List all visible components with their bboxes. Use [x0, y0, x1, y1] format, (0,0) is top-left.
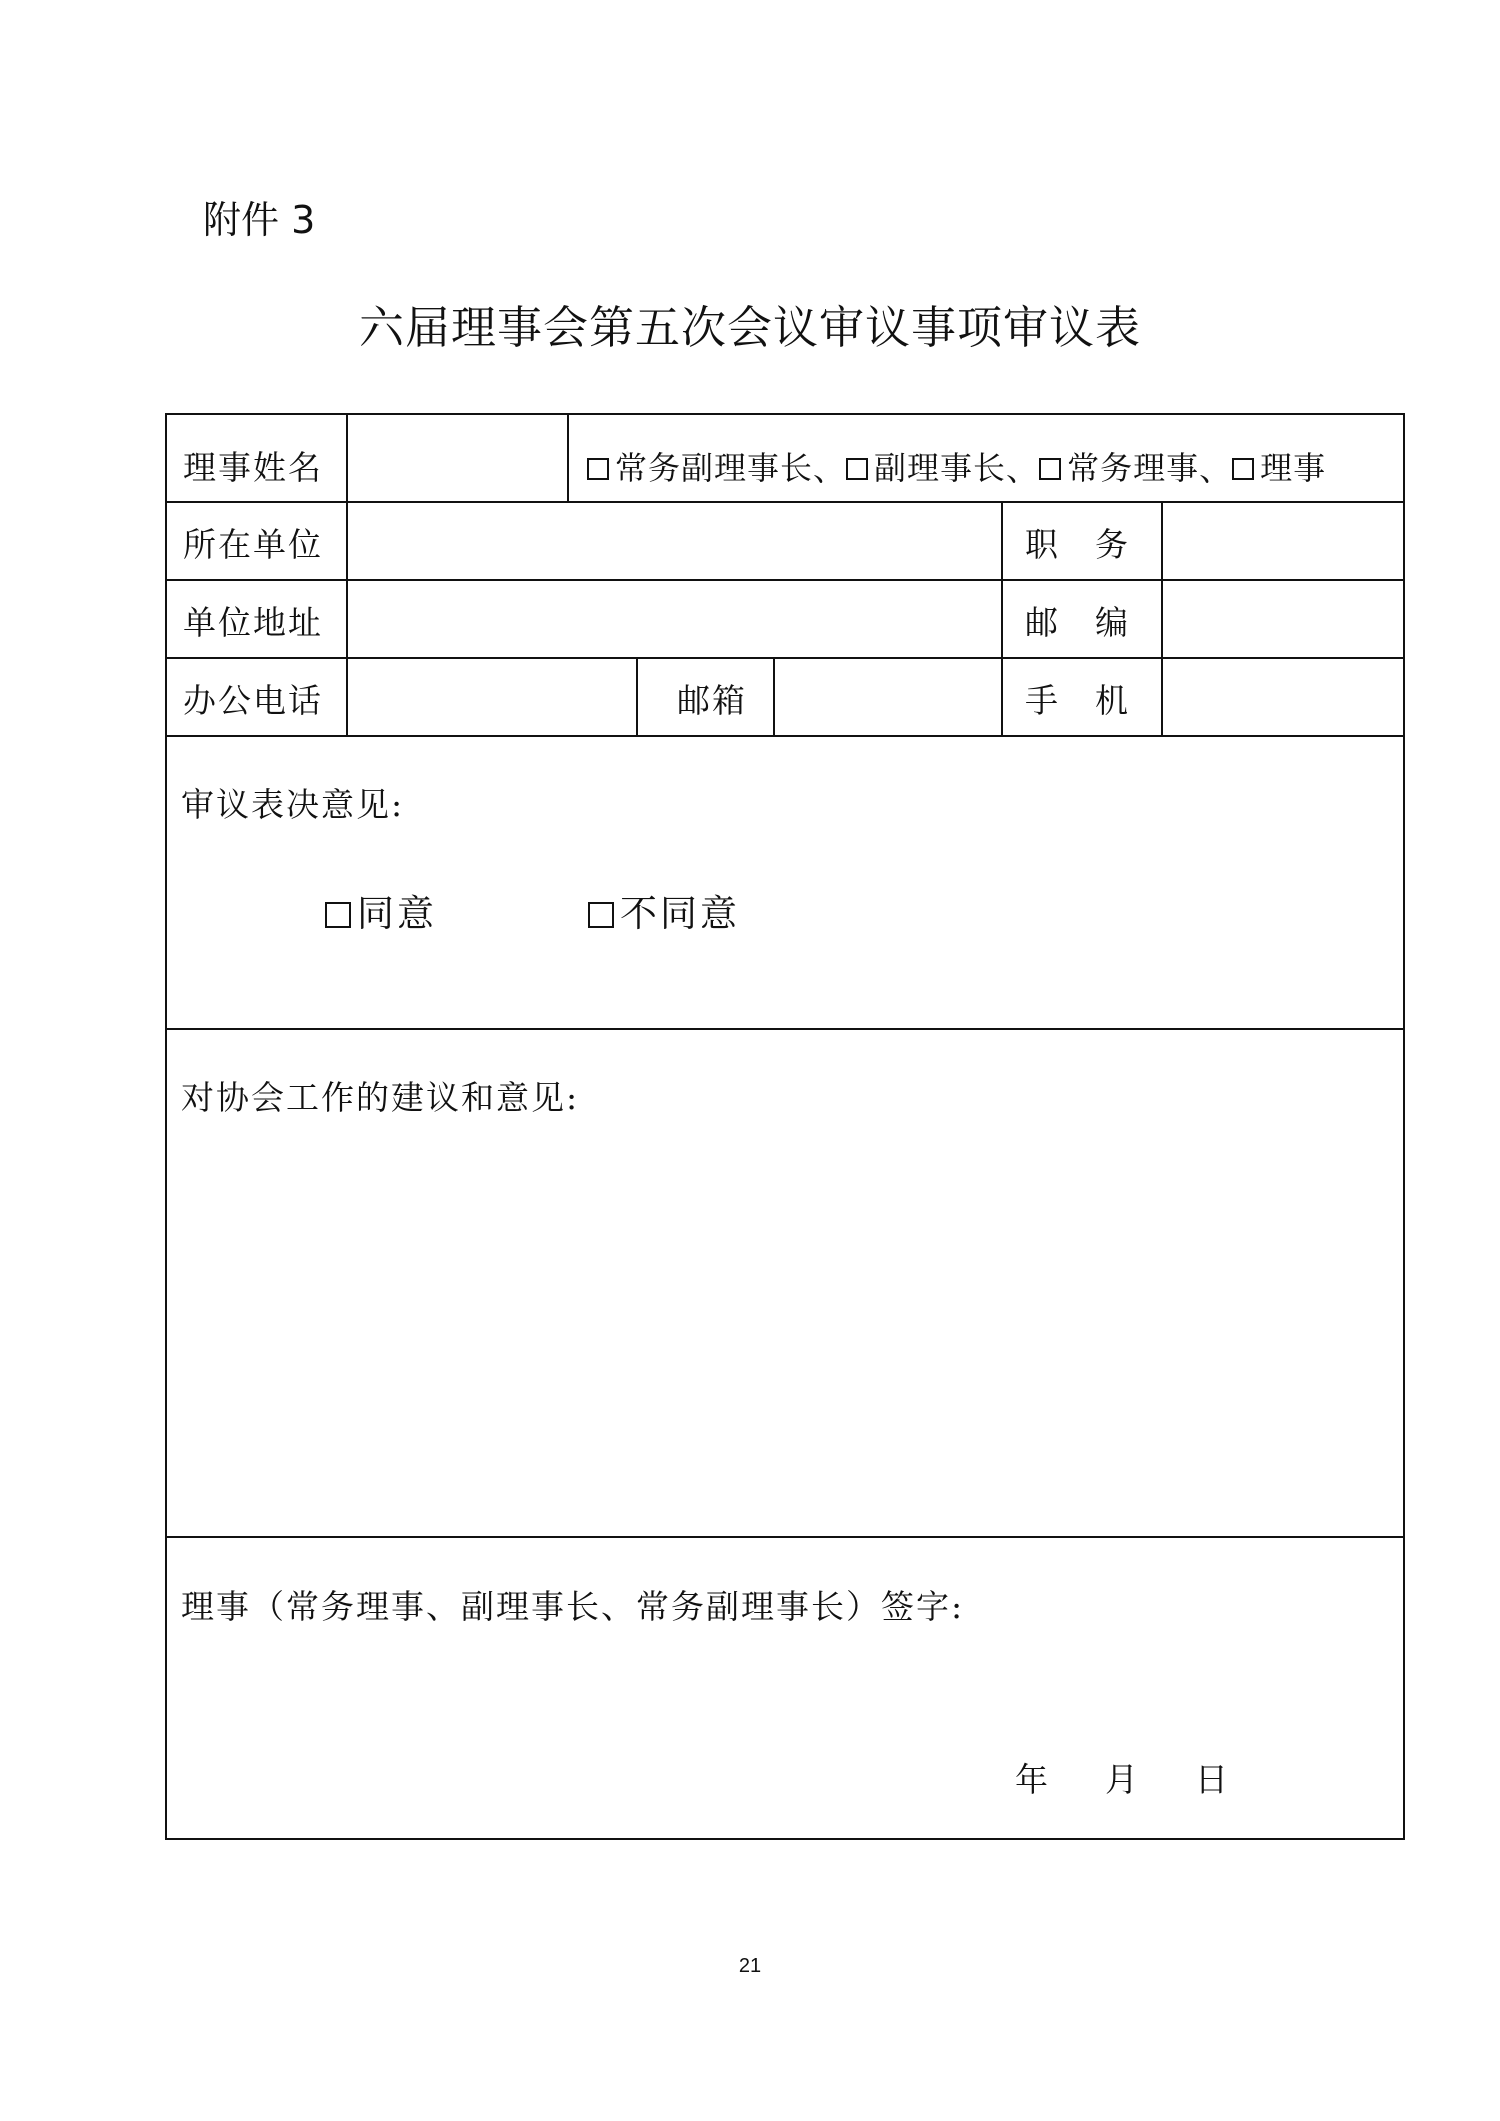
suggestions-label: 对协会工作的建议和意见:: [181, 1078, 580, 1117]
column-divider: [636, 657, 638, 735]
role-option-vice-president[interactable]: [846, 448, 1006, 488]
postcode-field[interactable]: [1163, 581, 1403, 657]
suggestions-field[interactable]: [167, 1135, 1403, 1525]
separator: 、: [813, 450, 847, 488]
vote-label: 审议表决意见:: [181, 785, 405, 824]
checkbox-icon: [325, 902, 351, 928]
mobile-field[interactable]: [1163, 659, 1403, 735]
mobile-label: 手 机: [1025, 681, 1130, 720]
unit-field[interactable]: [348, 503, 1001, 579]
disagree-option[interactable]: [588, 892, 740, 936]
checkbox-icon: [1232, 458, 1254, 480]
office-phone-field[interactable]: [348, 659, 636, 735]
role-option-label: 副理事长: [874, 449, 1007, 487]
checkbox-icon: [588, 902, 614, 928]
checkbox-icon: [846, 458, 868, 480]
separator: 、: [1006, 450, 1040, 488]
section-divider: [167, 1028, 1403, 1030]
checkbox-icon: [587, 458, 609, 480]
position-label: 职 务: [1025, 525, 1130, 564]
agree-option[interactable]: [325, 892, 437, 936]
row-divider: [167, 735, 1403, 737]
director-name-label: 理事姓名: [183, 448, 323, 487]
column-divider: [1001, 501, 1003, 735]
disagree-label: 不同意: [620, 892, 740, 935]
column-divider: [567, 415, 569, 501]
signature-field[interactable]: [167, 1640, 1403, 1760]
document-title: 六届理事会第五次会议审议事项审议表: [358, 301, 1141, 354]
role-option-executive-director[interactable]: [1039, 448, 1199, 488]
postcode-label: 邮 编: [1025, 603, 1130, 642]
director-name-field[interactable]: [348, 415, 567, 501]
checkbox-icon: [1039, 458, 1061, 480]
role-option-label: 常务理事: [1067, 449, 1200, 487]
page-number: 21: [738, 1955, 762, 1977]
role-options: [587, 448, 1326, 489]
signature-label: 理事（常务理事、副理事长、常务副理事长）签字:: [181, 1587, 965, 1626]
attachment-label: 附件 3: [203, 198, 316, 242]
address-label: 单位地址: [183, 603, 323, 642]
review-form: [165, 413, 1405, 1840]
section-divider: [167, 1536, 1403, 1538]
email-label: 邮箱: [677, 681, 747, 720]
role-option-executive-vice-president[interactable]: [587, 448, 813, 488]
signature-day-label: 日: [1195, 1760, 1230, 1799]
signature-month-label: 月: [1105, 1760, 1140, 1799]
role-option-label: 理事: [1260, 449, 1327, 487]
separator: 、: [1199, 450, 1233, 488]
agree-label: 同意: [357, 892, 437, 935]
address-field[interactable]: [348, 581, 1001, 657]
unit-label: 所在单位: [183, 525, 323, 564]
office-phone-label: 办公电话: [183, 681, 323, 720]
role-option-label: 常务副理事长: [615, 449, 814, 487]
signature-year-label: 年: [1015, 1760, 1050, 1799]
role-option-director[interactable]: [1232, 448, 1326, 488]
position-field[interactable]: [1163, 503, 1403, 579]
email-field[interactable]: [775, 659, 1001, 735]
